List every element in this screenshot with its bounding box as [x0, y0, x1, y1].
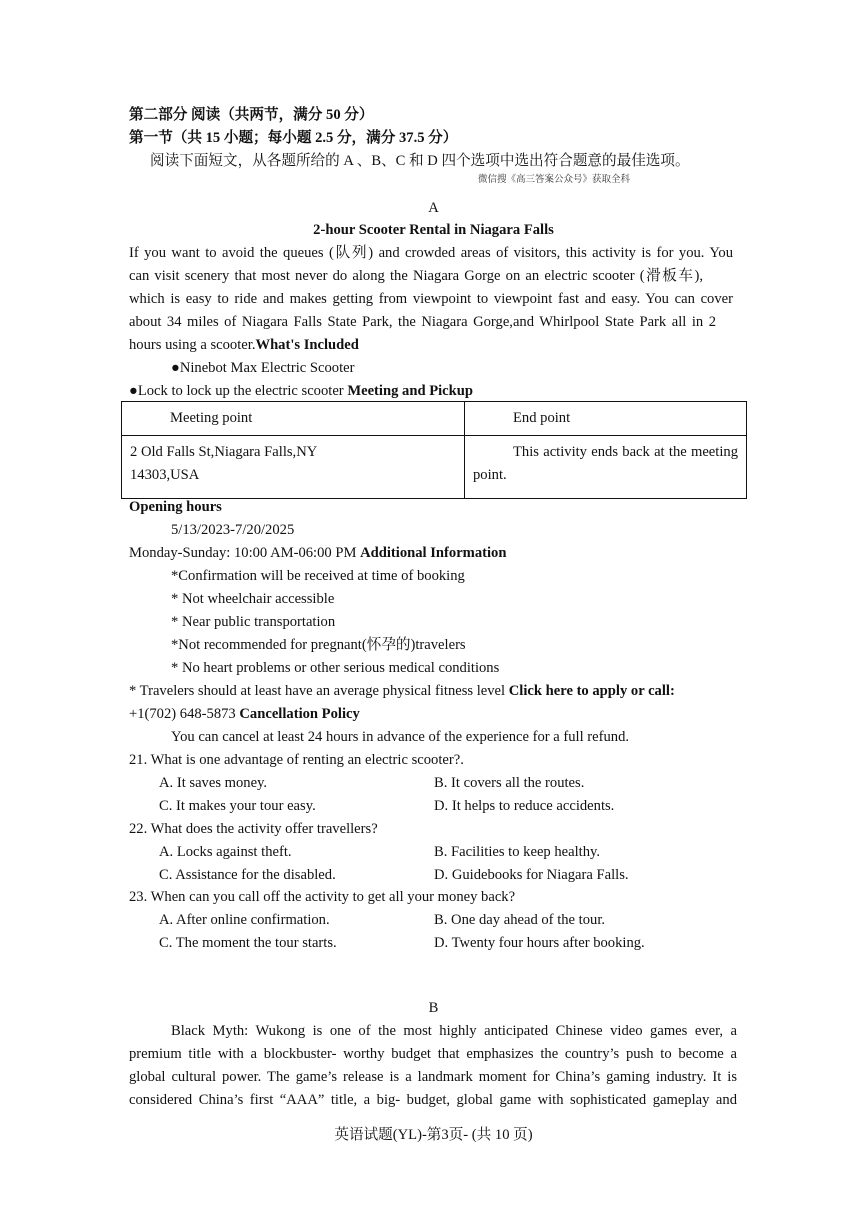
page-footer: 英语试题(YL)-第3页- (共 10 页)	[334, 1127, 533, 1143]
passage-b-letter: B	[428, 1000, 439, 1016]
option-c: C. The moment the tour starts.	[159, 935, 337, 951]
passage-b-line: premium title with a blockbuster- worthy budget that emphasizes the country’s push to become a	[129, 1046, 737, 1062]
opening-hours: Monday-Sunday: 10:00 AM-06:00 PM	[129, 545, 357, 561]
end-point-line: point.	[473, 466, 507, 483]
meeting-point-cell	[122, 436, 465, 499]
fitness-line	[129, 680, 675, 703]
opening-dates: 5/13/2023-7/20/2025	[171, 522, 295, 538]
part-heading: 第二部分 阅读（共两节，满分 50 分）	[129, 107, 374, 123]
instruction-text: 阅读下面短文，从各题所给的 A 、B、C 和 D 四个选项中选出符合题意的最佳选项。	[150, 153, 690, 169]
passage-a-title: 2-hour Scooter Rental in Niagara Falls	[313, 222, 554, 238]
cancellation-heading: Cancellation Policy	[239, 706, 360, 722]
option-a: A. After online confirmation.	[159, 912, 330, 928]
section-heading: 第一节（共 15 小题；每小题 2.5 分，满分 37.5 分）	[129, 130, 458, 146]
additional-info-heading: Additional Information	[360, 545, 507, 561]
end-point-line: This activity ends back at the meeting	[513, 444, 738, 460]
option-c: C. It makes your tour easy.	[159, 798, 316, 814]
option-a: A. Locks against theft.	[159, 844, 292, 860]
end-point-header: End point	[465, 402, 747, 436]
meeting-address-line: 2 Old Falls St,Niagara Falls,NY	[130, 444, 318, 460]
info-item: *Not recommended for pregnant(怀孕的)travelers	[171, 637, 466, 653]
info-item: * Not wheelchair accessible	[171, 591, 335, 607]
option-c: C. Assistance for the disabled.	[159, 867, 336, 883]
passage-b-line: global cultural power. The game’s release is a landmark moment for China’s gaming industry. It is	[129, 1069, 737, 1085]
question-stem: 21. What is one advantage of renting an electric scooter?.	[129, 752, 464, 768]
meeting-table	[121, 401, 747, 499]
info-item: * No heart problems or other serious medical conditions	[171, 660, 500, 676]
opening-hours-heading: Opening hours	[129, 499, 222, 515]
meeting-heading: Meeting and Pickup	[347, 383, 474, 399]
phone-line	[129, 703, 360, 726]
option-d: D. It helps to reduce accidents.	[434, 798, 615, 814]
option-d: D. Twenty four hours after booking.	[434, 935, 645, 951]
meeting-point-header: Meeting point	[122, 402, 465, 436]
question-stem: 23. When can you call off the activity to get all your money back?	[129, 889, 516, 905]
info-item: * Near public transportation	[171, 614, 336, 630]
passage-a-line: which is easy to ride and makes getting from viewpoint to viewpoint fast and easy. You can cover	[129, 291, 733, 307]
passage-a-text: hours using a scooter.	[129, 337, 256, 353]
passage-a-line: about 34 miles of Niagara Falls State Park, the Niagara Gorge,and Whirlpool State Park all in 2	[129, 314, 716, 330]
info-item: *Confirmation will be received at time of booking	[171, 568, 465, 584]
option-d: D. Guidebooks for Niagara Falls.	[434, 867, 629, 883]
option-b: B. One day ahead of the tour.	[434, 912, 606, 928]
option-b: B. It covers all the routes.	[434, 775, 585, 791]
included-item-line	[129, 380, 473, 403]
watermark-note: 微信搜《高三答案公众号》获取全科	[478, 175, 631, 185]
meeting-address-line: 14303,USA	[130, 466, 200, 483]
passage-b-line: considered China’s first “AAA” title, a big- budget, global game with sophisticated gameplay and	[129, 1092, 737, 1108]
passage-b-line: Black Myth: Wukong is one of the most highly anticipated Chinese video games ever, a	[171, 1023, 737, 1039]
passage-a-line: If you want to avoid the queues (队列) and crowded areas of visitors, this activity is for you. You	[129, 245, 733, 261]
included-item: ●Ninebot Max Electric Scooter	[171, 360, 355, 376]
passage-a-line-last	[129, 334, 359, 357]
passage-a-line: can visit scenery that most never do along the Niagara Gorge on an electric scooter (滑板车),	[129, 268, 703, 284]
included-item: ●Lock to lock up the electric scooter	[129, 383, 344, 399]
question-stem: 22. What does the activity offer travellers?	[129, 821, 378, 837]
opening-hours-line	[129, 542, 506, 565]
phone-number: +1(702) 648-5873	[129, 706, 236, 722]
fitness-text: * Travelers should at least have an average physical fitness level	[129, 683, 506, 699]
click-here-heading: Click here to apply or call:	[508, 683, 675, 699]
whats-included-heading: What's Included	[255, 337, 359, 353]
end-point-cell	[465, 436, 747, 499]
passage-a-letter: A	[428, 200, 439, 216]
option-a: A. It saves money.	[159, 775, 268, 791]
cancellation-text: You can cancel at least 24 hours in advance of the experience for a full refund.	[171, 729, 630, 745]
option-b: B. Facilities to keep healthy.	[434, 844, 601, 860]
